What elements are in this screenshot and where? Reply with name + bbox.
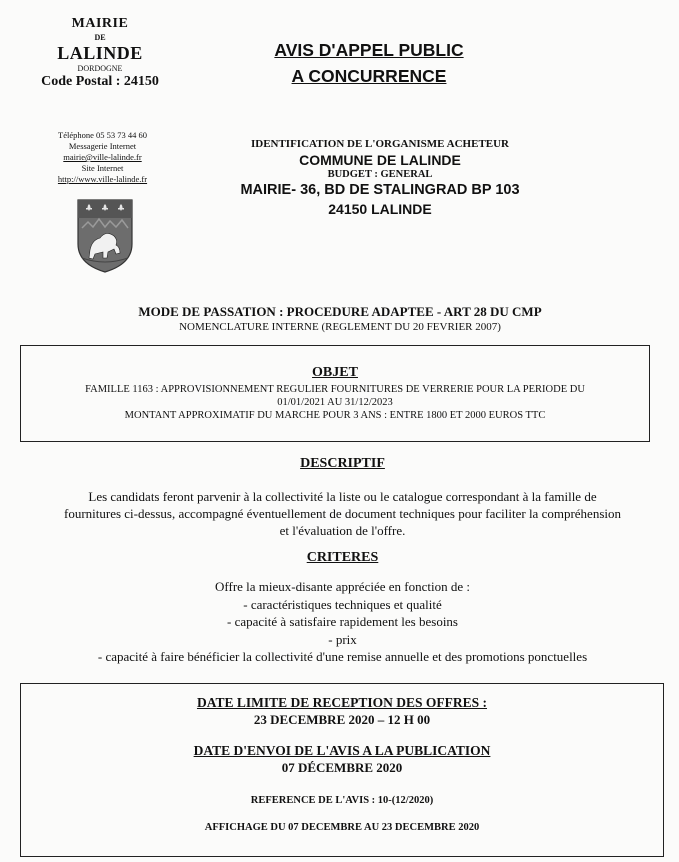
criteres-item: - capacité à faire bénéficier la collectivité d'une remise annuelle et des promotions ponctuelles bbox=[97, 649, 588, 664]
notice-reference: REFERENCE DE L'AVIS : 10-(12/2020) bbox=[250, 795, 434, 806]
mode-nomenclature: NOMENCLATURE INTERNE (REGLEMENT DU 20 FEVRIER 2007) bbox=[179, 321, 501, 333]
descriptif-line1: Les candidats feront parvenir à la collectivité la liste ou le catalogue correspondant à la famille de bbox=[88, 489, 597, 504]
notice-title bbox=[218, 37, 520, 89]
title-line1: AVIS D'APPEL PUBLIC bbox=[274, 40, 464, 60]
objet-line3: MONTANT APPROXIMATIF DU MARCHE POUR 3 ANS : ENTRE 1800 ET 2000 EUROS TTC bbox=[124, 410, 546, 421]
criteres-item: - capacité à satisfaire rapidement les besoins bbox=[226, 614, 458, 629]
objet-line2: 01/01/2021 AU 31/12/2023 bbox=[277, 397, 393, 408]
mairie-header bbox=[30, 16, 170, 90]
mairie-name: LALINDE bbox=[57, 43, 143, 63]
contact-mail-label: Messagerie Internet bbox=[68, 141, 137, 151]
dates-box bbox=[20, 683, 664, 857]
objet-box bbox=[20, 345, 650, 442]
descriptif-line3: et l'évaluation de l'offre. bbox=[279, 523, 406, 538]
publication-heading: DATE D'ENVOI DE L'AVIS A LA PUBLICATION bbox=[193, 743, 491, 758]
title-line2: A CONCURRENCE bbox=[291, 66, 447, 86]
ident-commune: COMMUNE DE LALINDE bbox=[299, 152, 461, 168]
contact-block bbox=[30, 130, 175, 185]
publication-value: 07 DÉCEMBRE 2020 bbox=[281, 760, 403, 775]
criteres-item: - prix bbox=[328, 631, 357, 647]
mode-passation: MODE DE PASSATION : PROCEDURE ADAPTEE - ART 28 DU CMP bbox=[138, 304, 542, 319]
objet-line1: FAMILLE 1163 : APPROVISIONNEMENT REGULIER FOURNITURES DE VERRERIE POUR LA PERIODE DU bbox=[85, 384, 585, 395]
ident-label: IDENTIFICATION DE L'ORGANISME ACHETEUR bbox=[250, 138, 510, 150]
contact-phone: Téléphone 05 53 73 44 60 bbox=[58, 130, 147, 140]
buyer-identification bbox=[180, 138, 580, 217]
mairie-dept: DORDOGNE bbox=[77, 64, 123, 73]
mairie-postal-code: Code Postal : 24150 bbox=[41, 74, 159, 89]
deadline-value: 23 DECEMBRE 2020 – 12 H 00 bbox=[253, 712, 431, 727]
deadline-heading: DATE LIMITE DE RECEPTION DES OFFRES : bbox=[196, 695, 488, 710]
criteres-intro: Offre la mieux-disante appréciée en fonction de : bbox=[215, 579, 470, 594]
coat-of-arms-icon bbox=[76, 198, 134, 274]
descriptif-line2: fournitures ci-dessus, accompagné éventuellement de document techniques pour faciliter la compréhension bbox=[64, 506, 621, 521]
ident-budget: BUDGET : GENERAL bbox=[327, 169, 433, 180]
descriptif-text bbox=[30, 488, 655, 539]
procedure-mode bbox=[40, 304, 640, 333]
criteres-list bbox=[30, 578, 655, 666]
contact-site-label: Site Internet bbox=[81, 163, 124, 173]
objet-heading: OBJET bbox=[312, 365, 358, 380]
contact-mail-link[interactable]: mairie@ville-lalinde.fr bbox=[63, 152, 142, 162]
mairie-line1: MAIRIE bbox=[71, 16, 129, 31]
mairie-line2: DE bbox=[94, 33, 106, 42]
posting-period: AFFICHAGE DU 07 DECEMBRE AU 23 DECEMBRE 2020 bbox=[204, 822, 480, 833]
criteres-section bbox=[30, 550, 655, 666]
descriptif-heading: DESCRIPTIF bbox=[300, 456, 385, 471]
criteres-item: - caractéristiques techniques et qualité bbox=[243, 596, 442, 612]
contact-site-link[interactable]: http://www.ville-lalinde.fr bbox=[57, 174, 148, 184]
criteres-heading: CRITERES bbox=[306, 550, 379, 565]
ident-address: MAIRIE- 36, BD DE STALINGRAD BP 103 bbox=[240, 182, 520, 198]
ident-city: 24150 LALINDE bbox=[328, 201, 432, 217]
descriptif-section bbox=[30, 456, 655, 539]
